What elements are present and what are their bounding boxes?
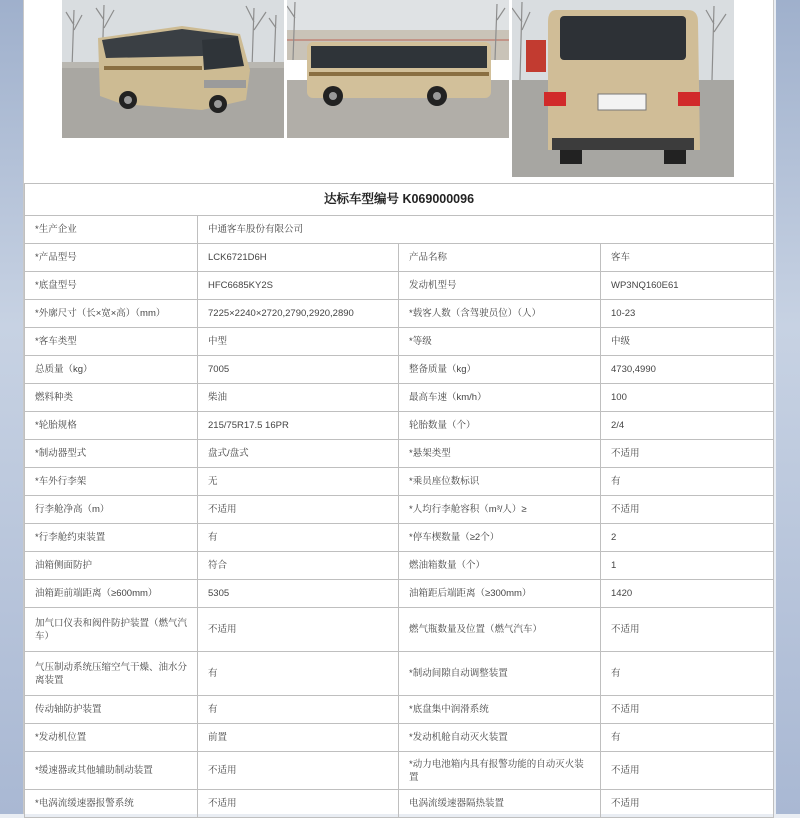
spec-value: 不适用 (198, 496, 399, 524)
table-row (25, 524, 774, 552)
page-background-right (776, 0, 800, 814)
spec-label: *发动机位置 (25, 724, 198, 752)
spec-value: 100 (601, 384, 774, 412)
bus-photo-rear (512, 0, 734, 177)
spec-value: WP3NQ160E61 (601, 272, 774, 300)
table-row (25, 272, 774, 300)
table-row (25, 384, 774, 412)
spec-label: *外廓尺寸（长×宽×高）（mm） (25, 300, 198, 328)
spec-label: 产品名称 (399, 244, 601, 272)
page-background-left (0, 0, 24, 814)
spec-value: 无 (198, 468, 399, 496)
spec-value: 有 (601, 652, 774, 696)
spec-value: 客车 (601, 244, 774, 272)
spec-title: 达标车型编号 K069000096 (25, 184, 774, 216)
spec-label: *轮胎规格 (25, 412, 198, 440)
spec-label: 整备质量（kg） (399, 356, 601, 384)
table-row (25, 652, 774, 696)
table-row (25, 790, 774, 818)
table-row (25, 696, 774, 724)
spec-label: *车外行李架 (25, 468, 198, 496)
spec-label: 燃气瓶数量及位置（燃气汽车） (399, 608, 601, 652)
spec-value: 中通客车股份有限公司 (198, 216, 774, 244)
bus-photo-side (287, 0, 509, 138)
spec-value: 4730,4990 (601, 356, 774, 384)
table-row (25, 440, 774, 468)
vehicle-spec-sheet (23, 0, 774, 814)
spec-value: 有 (198, 524, 399, 552)
spec-value: 不适用 (601, 752, 774, 790)
spec-value: 2 (601, 524, 774, 552)
spec-label: *载客人数（含驾驶员位）（人） (399, 300, 601, 328)
spec-label: *发动机舱自动灭火装置 (399, 724, 601, 752)
spec-value: 不适用 (601, 790, 774, 818)
spec-label: *缓速器或其他辅助制动装置 (25, 752, 198, 790)
table-row (25, 244, 774, 272)
spec-value: 7005 (198, 356, 399, 384)
spec-value: 不适用 (601, 696, 774, 724)
spec-value: 有 (601, 724, 774, 752)
spec-label: *产品型号 (25, 244, 198, 272)
spec-label: *电涡流缓速器报警系统 (25, 790, 198, 818)
spec-label: *人均行李舱容积（m³/人）≥ (399, 496, 601, 524)
spec-label: *客车类型 (25, 328, 198, 356)
table-row (25, 496, 774, 524)
table-row (25, 724, 774, 752)
spec-value: 2/4 (601, 412, 774, 440)
spec-label: 传动轴防护装置 (25, 696, 198, 724)
table-row (25, 412, 774, 440)
spec-label: 总质量（kg） (25, 356, 198, 384)
spec-value: HFC6685KY2S (198, 272, 399, 300)
table-row (25, 468, 774, 496)
spec-label: *底盘集中润滑系统 (399, 696, 601, 724)
spec-label: *悬架类型 (399, 440, 601, 468)
spec-value: 1 (601, 552, 774, 580)
table-row (25, 752, 774, 790)
spec-label: 轮胎数量（个） (399, 412, 601, 440)
spec-label: *停车楔数量（≥2个） (399, 524, 601, 552)
spec-label: *制动器型式 (25, 440, 198, 468)
table-row (25, 216, 774, 244)
spec-label: *动力电池箱内具有报警功能的自动灭火装置 (399, 752, 601, 790)
spec-label: 最高车速（km/h） (399, 384, 601, 412)
spec-value: 7225×2240×2720,2790,2920,2890 (198, 300, 399, 328)
spec-label: *行李舱约束装置 (25, 524, 198, 552)
spec-label: *生产企业 (25, 216, 198, 244)
spec-value: 有 (601, 468, 774, 496)
spec-value: 5305 (198, 580, 399, 608)
spec-value: 盘式/盘式 (198, 440, 399, 468)
spec-value: 不适用 (601, 496, 774, 524)
vehicle-spec-table (24, 183, 774, 818)
spec-label: 气压制动系统压缩空气干燥、油水分离装置 (25, 652, 198, 696)
spec-value: 前置 (198, 724, 399, 752)
spec-label: *乘员座位数标识 (399, 468, 601, 496)
spec-label: *等级 (399, 328, 601, 356)
spec-label: *底盘型号 (25, 272, 198, 300)
spec-label: 燃料种类 (25, 384, 198, 412)
spec-value: 不适用 (198, 608, 399, 652)
spec-value: 215/75R17.5 16PR (198, 412, 399, 440)
spec-label: 燃油箱数量（个） (399, 552, 601, 580)
table-row (25, 328, 774, 356)
spec-value: 不适用 (601, 608, 774, 652)
spec-value: 中型 (198, 328, 399, 356)
spec-label: 电涡流缓速器隔热装置 (399, 790, 601, 818)
table-row (25, 552, 774, 580)
spec-label: 油箱侧面防护 (25, 552, 198, 580)
spec-label: 加气口仪表和阀件防护装置（燃气汽车） (25, 608, 198, 652)
table-row (25, 608, 774, 652)
spec-value: 不适用 (198, 752, 399, 790)
spec-value: LCK6721D6H (198, 244, 399, 272)
spec-value: 有 (198, 652, 399, 696)
spec-label: *制动间隙自动调整装置 (399, 652, 601, 696)
vehicle-photo-strip (24, 0, 773, 183)
spec-label: 发动机型号 (399, 272, 601, 300)
table-row (25, 580, 774, 608)
bus-photo-front-three-quarter (62, 0, 284, 138)
spec-label: 行李舱净高（m） (25, 496, 198, 524)
spec-value: 1420 (601, 580, 774, 608)
spec-value: 有 (198, 696, 399, 724)
spec-value: 柴油 (198, 384, 399, 412)
spec-value: 符合 (198, 552, 399, 580)
spec-label: 油箱距前端距离（≥600mm） (25, 580, 198, 608)
spec-value: 中级 (601, 328, 774, 356)
spec-label: 油箱距后端距离（≥300mm） (399, 580, 601, 608)
spec-value: 不适用 (601, 440, 774, 468)
spec-value: 10-23 (601, 300, 774, 328)
table-row (25, 356, 774, 384)
spec-value: 不适用 (198, 790, 399, 818)
table-row (25, 300, 774, 328)
